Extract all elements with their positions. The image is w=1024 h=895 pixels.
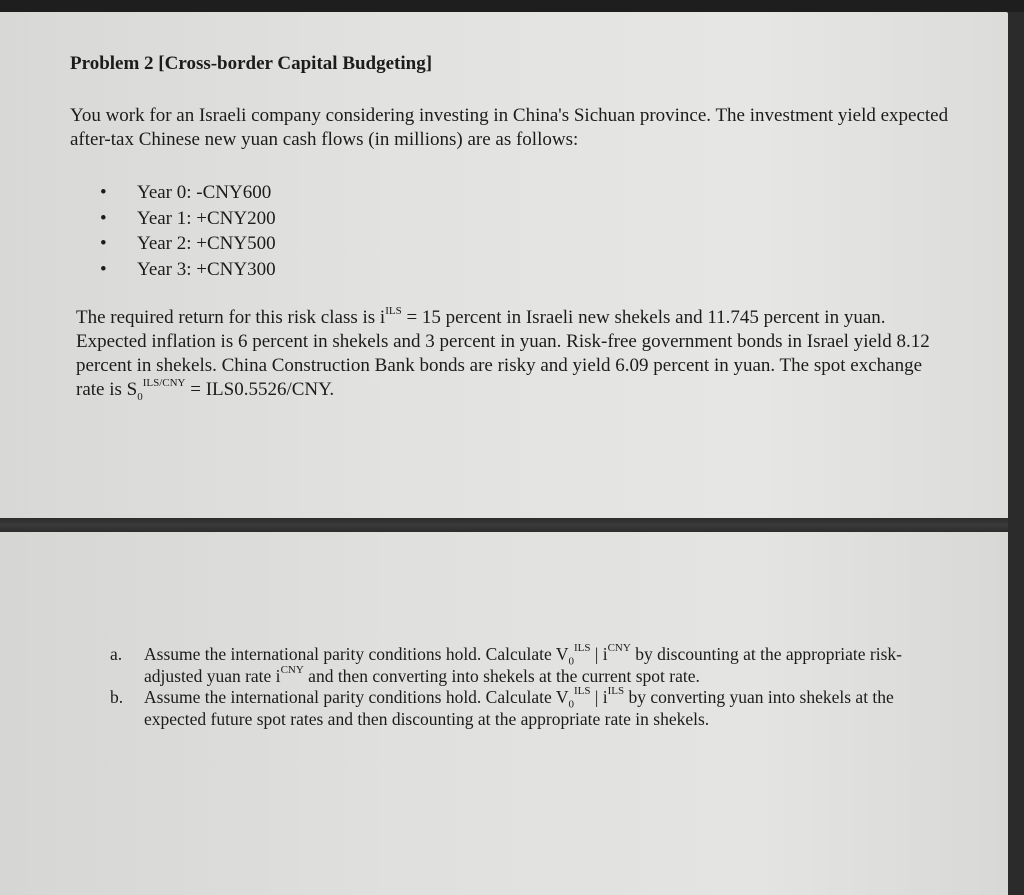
problem-intro: You work for an Israeli company considering investing in China's Sichuan province. The investment yield expected after-tax Chinese new yuan cash flows (in millions) are as follows: bbox=[70, 105, 949, 150]
cash-flow-year-0: Year 0: -CNY600 bbox=[137, 182, 272, 203]
bullet-icon: • bbox=[100, 233, 107, 254]
cash-flow-year-1: Year 1: +CNY200 bbox=[137, 207, 276, 229]
list-item bbox=[100, 231, 276, 257]
bullet-icon: • bbox=[100, 258, 107, 280]
page-divider bbox=[0, 518, 1024, 532]
list-item bbox=[100, 180, 276, 206]
list-item bbox=[100, 257, 276, 283]
cash-flow-list bbox=[100, 180, 276, 282]
problem-title: Problem 2 [Cross-border Capital Budgeting] bbox=[70, 53, 433, 74]
cash-flow-year-3: Year 3: +CNY300 bbox=[137, 258, 276, 280]
question-part-a: a. Assume the international parity conditions hold. Calculate $V_0^{ILS}$ | $i^{CNY}$ by discounting at the appropriate risk-adjusted yuan rate $i^{CNY}$ and then converting into shekels at the current spot rate. bbox=[110, 642, 902, 686]
question-parts bbox=[110, 644, 920, 730]
bullet-icon: • bbox=[100, 182, 107, 203]
list-item bbox=[100, 206, 276, 232]
top-edge bbox=[0, 0, 1024, 12]
cash-flow-year-2: Year 2: +CNY500 bbox=[137, 233, 276, 254]
question-part-b: b. Assume the international parity conditions hold. Calculate $V_0^{ILS}$ | $i^{ILS}$ by converting yuan into shekels at the expected future spot rates and then discounting at the appropriate rate in shekels. bbox=[110, 685, 894, 729]
problem-parameters: The required return for this risk class is $i^{ILS} = 15$ percent in Israeli new shekels and 11.745 percent in yuan. Expected inflation is 6 percent in shekels and 3 percent in yuan. Risk-free government bonds in Israel yield 8.12 percent in shekels. China Construction Bank bonds are risky and yield 6.09 percent in yuan. The spot exchange rate is $S_0^{ILS/CNY} = ILS0.5526/CNY$. bbox=[76, 304, 930, 403]
right-edge bbox=[1008, 12, 1024, 895]
bullet-icon: • bbox=[100, 207, 107, 229]
